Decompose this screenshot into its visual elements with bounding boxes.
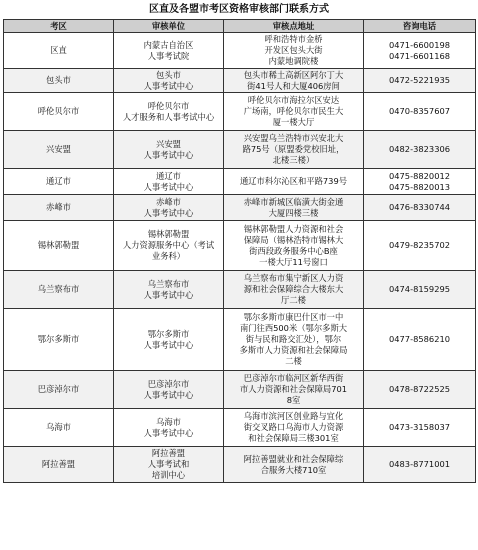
cell-unit <box>114 309 224 371</box>
cell-phone <box>364 131 476 169</box>
cell-phone <box>364 309 476 371</box>
table-row <box>4 195 476 221</box>
contact-table <box>3 19 476 483</box>
cell-phone-line: 0479-8235702 <box>388 240 451 250</box>
cell-address-line: 呼伦贝尔市海拉尔区安达 <box>247 95 340 105</box>
cell-unit <box>114 447 224 483</box>
cell-address-line: 8室 <box>286 395 301 405</box>
cell-address-line: 路75号（原盟委党校旧址， <box>242 144 345 154</box>
cell-unit <box>114 271 224 309</box>
cell-address <box>224 33 364 69</box>
cell-phone <box>364 195 476 221</box>
cell-address-line: 街西段政务服务中心B座 <box>249 245 338 256</box>
cell-unit <box>114 221 224 271</box>
cell-phone <box>364 169 476 195</box>
cell-address-line: 内蒙地调院楼 <box>268 56 319 66</box>
cell-unit-line: 乌兰察布市 <box>147 278 190 289</box>
cell-unit-line: 人事考试中心 <box>143 389 194 400</box>
cell-address <box>224 195 364 221</box>
cell-address-line: 通辽市科尔沁区和平路739号 <box>239 176 348 186</box>
cell-unit <box>114 195 224 221</box>
cell-unit-line: 人事考试中心 <box>143 289 194 300</box>
cell-phone-line: 0472-5221935 <box>388 75 451 85</box>
cell-address-line: 厦一楼大厅 <box>272 117 315 127</box>
cell-address-line: 源和社会保障综合大楼东大 <box>243 284 344 294</box>
cell-unit-line: 赤峰市 <box>156 196 181 207</box>
table-row <box>4 271 476 309</box>
table-header-row <box>4 20 476 33</box>
cell-unit <box>114 33 224 69</box>
cell-address-line: 呼和浩特市金桥 <box>264 34 323 44</box>
cell-unit-line: 人事考试中心 <box>143 149 194 160</box>
cell-unit <box>114 69 224 93</box>
cell-region: 阿拉善盟 <box>4 447 114 483</box>
cell-address-line: 赤峰市新城区临潢大街金通 <box>243 196 344 207</box>
cell-phone-line: 0482-3823306 <box>388 144 451 154</box>
cell-region: 包头市 <box>4 69 114 93</box>
cell-address-line: 大厦四楼三楼 <box>268 207 319 218</box>
cell-address <box>224 309 364 371</box>
cell-unit-line: 鄂尔多斯市 <box>147 328 190 339</box>
cell-region: 区直 <box>4 33 114 69</box>
cell-phone <box>364 409 476 447</box>
cell-region: 呼伦贝尔市 <box>4 93 114 131</box>
cell-region: 通辽市 <box>4 169 114 195</box>
cell-unit <box>114 409 224 447</box>
cell-unit-line: 内蒙古自治区 <box>143 39 194 50</box>
cell-address-line: 鄂尔多斯市康巴什区市一中 <box>243 312 344 322</box>
cell-address-line: 一楼大厅11号窗口 <box>259 256 328 267</box>
cell-unit-line: 人才服务和人事考试中心 <box>122 111 215 122</box>
cell-address-line: 兴安盟乌兰浩特市兴安北大 <box>243 133 344 143</box>
cell-region: 锡林郭勒盟 <box>4 221 114 271</box>
cell-unit-line: 人事考试中心 <box>143 207 194 218</box>
table-row <box>4 33 476 69</box>
cell-address-line: 厅二楼 <box>281 295 306 305</box>
cell-unit <box>114 131 224 169</box>
cell-phone <box>364 371 476 409</box>
cell-address-line: 广场南，呼伦贝尔市民生大 <box>243 106 344 116</box>
table-row <box>4 447 476 483</box>
table-row <box>4 409 476 447</box>
cell-address <box>224 131 364 169</box>
table-row <box>4 309 476 371</box>
table-row <box>4 93 476 131</box>
cell-unit <box>114 169 224 195</box>
cell-address-line: 保障局（锡林浩特市锡林大 <box>243 234 344 245</box>
cell-unit-line: 锡林郭勒盟 <box>147 229 190 239</box>
table-row <box>4 69 476 93</box>
cell-region: 巴彦淖尔市 <box>4 371 114 409</box>
cell-address <box>224 409 364 447</box>
cell-region: 鄂尔多斯市 <box>4 309 114 371</box>
cell-phone-line: 0477-8586210 <box>388 334 451 344</box>
cell-address-line: 开发区包头大街 <box>264 45 323 55</box>
cell-address <box>224 447 364 483</box>
cell-unit-line: 人事考试院 <box>147 50 190 61</box>
cell-region: 乌兰察布市 <box>4 271 114 309</box>
cell-address-line: 多斯市人力资源和社会保障局 <box>239 345 348 355</box>
cell-address-line: 乌兰察布市集宁新区人力资 <box>243 273 344 283</box>
cell-unit-line: 呼伦贝尔市 <box>147 100 190 111</box>
header-phone: 咨询电话 <box>364 20 476 33</box>
header-region: 考区 <box>4 20 114 33</box>
cell-unit-line: 人事考试中心 <box>143 339 194 350</box>
cell-region: 兴安盟 <box>4 131 114 169</box>
header-address: 审核点地址 <box>224 20 364 33</box>
cell-unit-line: 人事考试和 <box>147 459 190 469</box>
table-body <box>4 33 476 483</box>
cell-address-line: 和社会保障局三楼301室 <box>248 433 339 443</box>
cell-phone-line: 0470-8357607 <box>388 106 451 116</box>
cell-unit-line: 乌海市 <box>156 416 181 427</box>
cell-unit-line: 巴彦淖尔市 <box>147 378 190 389</box>
cell-region: 赤峰市 <box>4 195 114 221</box>
cell-address-line: 巴彦淖尔市临河区新华西街 <box>243 373 344 383</box>
cell-address-line: 二楼 <box>285 356 302 366</box>
cell-unit-line: 业务科） <box>151 251 186 261</box>
cell-unit-line: 人力资源服务中心（考试 <box>122 240 215 250</box>
cell-address <box>224 169 364 195</box>
cell-phone <box>364 33 476 69</box>
cell-unit-line: 培训中心 <box>151 470 186 480</box>
cell-unit <box>114 371 224 409</box>
cell-address-line: 街41号人和大厦406房间 <box>247 80 340 91</box>
table-row <box>4 221 476 271</box>
cell-address <box>224 271 364 309</box>
cell-phone-line: 0471-6601168 <box>388 50 451 61</box>
cell-phone <box>364 221 476 271</box>
table-row <box>4 169 476 195</box>
cell-phone <box>364 447 476 483</box>
cell-address-line: 锡林郭勒盟人力资源和社会 <box>243 223 344 234</box>
cell-address-line: 包头市稀土高新区阿尔丁大 <box>243 69 344 80</box>
cell-phone-line: 0475-8820013 <box>388 181 451 192</box>
cell-unit-line: 包头市 <box>156 69 181 80</box>
cell-address-line: 合服务大楼710室 <box>260 464 327 475</box>
cell-address <box>224 69 364 93</box>
cell-address-line: 南门往西500米（鄂尔多斯大 <box>239 323 348 333</box>
cell-address-line: 乌海市滨河区创业路与宜化 <box>243 411 344 421</box>
cell-address-line: 街交叉路口乌海市人力资源 <box>243 422 344 432</box>
cell-phone <box>364 93 476 131</box>
cell-address-line: 市人力资源和社会保障局701 <box>239 384 348 394</box>
cell-phone-line: 0474-8159295 <box>388 284 451 294</box>
cell-unit-line: 人事考试中心 <box>143 80 194 91</box>
cell-unit-line: 人事考试中心 <box>143 427 194 438</box>
cell-phone-line: 0471-6600198 <box>388 39 451 50</box>
cell-phone-line: 0475-8820012 <box>388 170 451 181</box>
cell-unit-line: 阿拉善盟 <box>151 448 186 458</box>
cell-phone <box>364 271 476 309</box>
cell-unit-line: 通辽市 <box>156 170 181 181</box>
cell-unit-line: 人事考试中心 <box>143 181 194 192</box>
cell-address <box>224 371 364 409</box>
cell-address-line: 阿拉善盟就业和社会保障综 <box>243 453 344 464</box>
cell-phone-line: 0478-8722525 <box>388 384 451 394</box>
cell-region: 乌海市 <box>4 409 114 447</box>
cell-phone-line: 0473-3158037 <box>388 422 451 432</box>
page-title: 区直及各盟市考区资格审核部门联系方式 <box>149 4 329 15</box>
header-unit: 审核单位 <box>114 20 224 33</box>
cell-phone-line: 0483-8771001 <box>388 459 451 469</box>
cell-address <box>224 93 364 131</box>
cell-unit-line: 兴安盟 <box>156 138 181 149</box>
cell-phone-line: 0476-8330744 <box>388 202 451 212</box>
cell-phone <box>364 69 476 93</box>
cell-unit <box>114 93 224 131</box>
cell-address-line: 街与民和路交汇处），鄂尔 <box>245 334 342 344</box>
table-row <box>4 371 476 409</box>
table-row <box>4 131 476 169</box>
cell-address-line: 北楼三楼） <box>272 155 315 165</box>
cell-address <box>224 221 364 271</box>
